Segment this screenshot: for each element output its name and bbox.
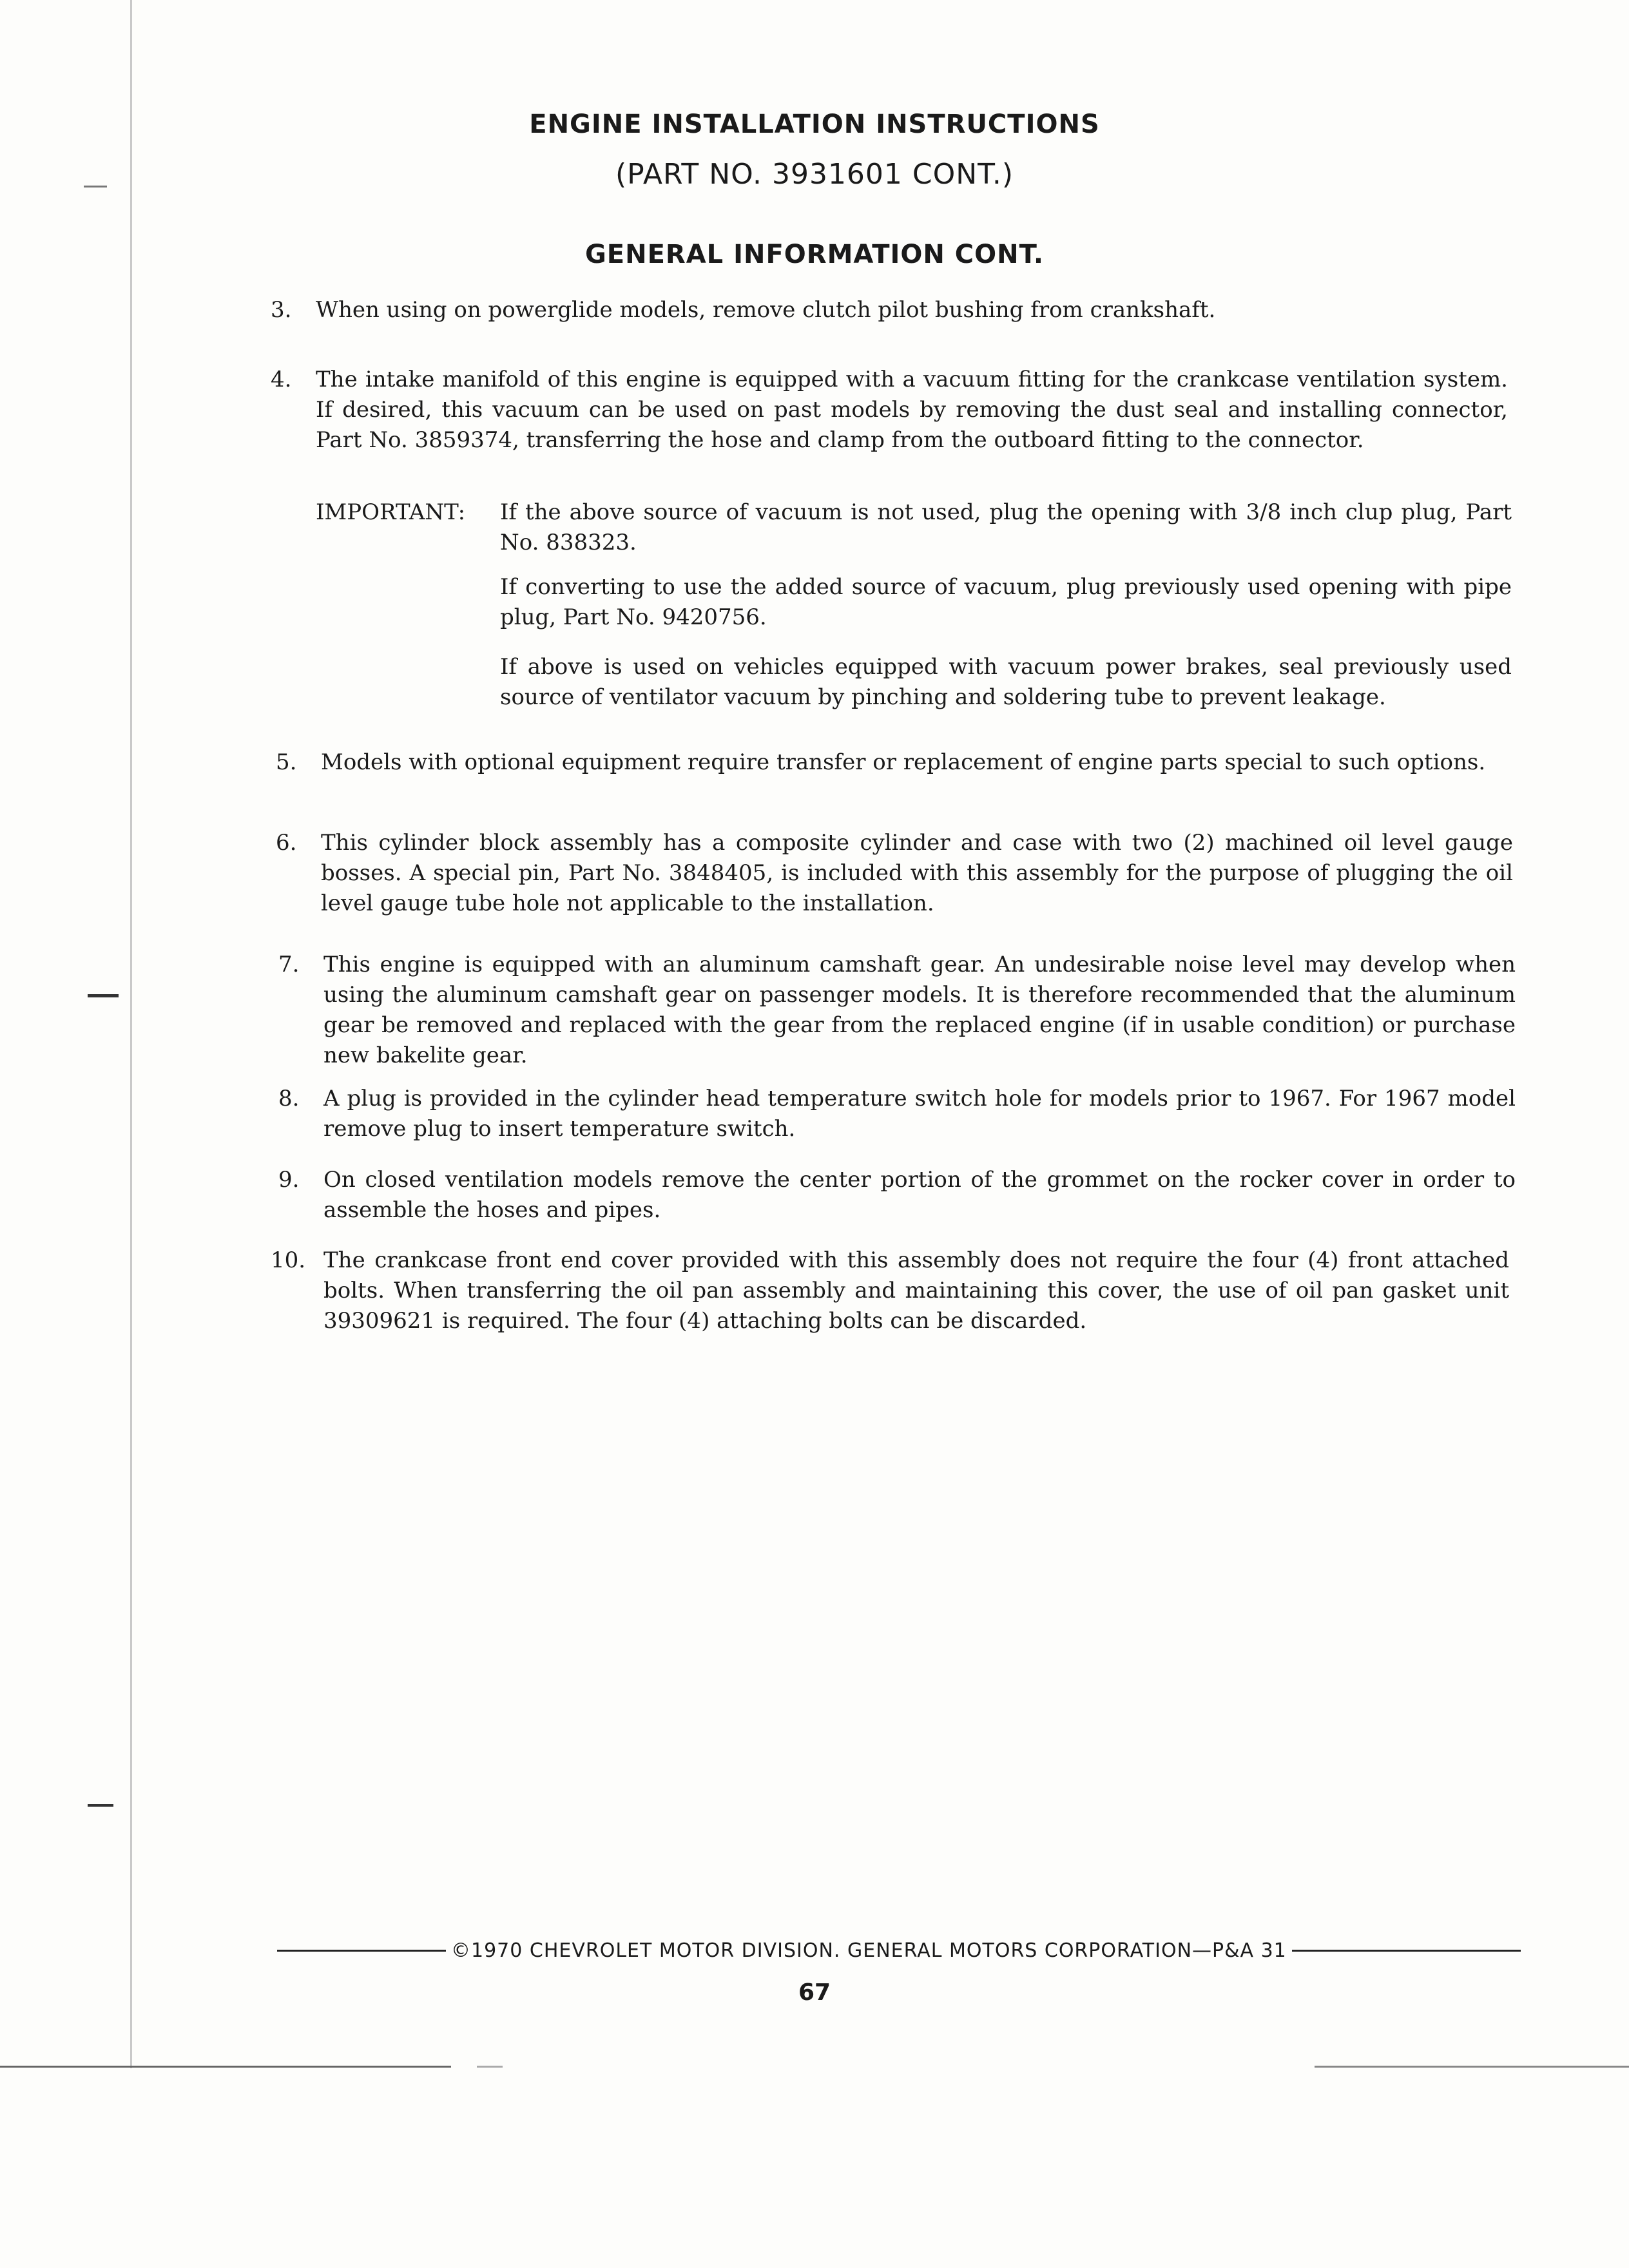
list-item (278, 1084, 1516, 1144)
item-text: The crankcase front end cover provided with this assembly does not require the four (4) front attached bolts. When transferring the oil pan assembly and maintaining this cover, the use of oil pan gasket unit 39309621 is required. The four (4) attaching bolts can be discarded. (323, 1247, 1509, 1334)
important-label: IMPORTANT: (316, 499, 466, 525)
item-number: 3. (271, 297, 292, 323)
item-number: 4. (271, 367, 292, 392)
margin-mark (88, 1804, 113, 1807)
important-note: If converting to use the added source of vacuum, plug previously used opening with pipe plug, Part No. 9420756. (500, 574, 1512, 630)
item-number: 10. (271, 1247, 306, 1273)
list-item (278, 1165, 1516, 1225)
footer (277, 1939, 1521, 1962)
copyright-text: ©1970 CHEVROLET MOTOR DIVISION. GENERAL MOTORS CORPORATION—P&A 31 (451, 1939, 1287, 1962)
important-note: If above is used on vehicles equipped with vacuum power brakes, seal previously used source of ventilator vacuum by pinching and soldering tube to prevent leakage. (500, 654, 1512, 710)
item-number: 8. (278, 1086, 300, 1111)
list-item (271, 365, 1508, 456)
bottom-rule (0, 2066, 1629, 2068)
section-subtitle: GENERAL INFORMATION CONT. (584, 240, 1045, 269)
page-title: ENGINE INSTALLATION INSTRUCTIONS (529, 110, 1100, 139)
footer-rule-left (277, 1950, 446, 1952)
list-item (271, 295, 1527, 325)
item-text: This cylinder block assembly has a composite cylinder and case with two (2) machined oil level gauge bosses. A special pin, Part No. 3848405, is included with this assembly for the purpose of plugging the oil level gauge tube hole not applicable to the installation. (321, 830, 1513, 916)
margin-mark (88, 994, 119, 997)
list-item (278, 950, 1516, 1071)
important-note: If the above source of vacuum is not used, plug the opening with 3/8 inch clup plug, Part No. 838323. (500, 499, 1512, 555)
item-text: This engine is equipped with an aluminum camshaft gear. An undesirable noise level may develop when using the aluminum camshaft gear on passenger models. It is therefore recommended that the aluminum gear be removed and replaced with the gear from the replaced engine (if in usable condition) or purchase new bakelite gear. (323, 952, 1516, 1068)
binding-line (130, 0, 132, 2068)
item-number: 7. (278, 952, 300, 977)
item-number: 9. (278, 1167, 300, 1193)
item-text: The intake manifold of this engine is equipped with a vacuum fitting for the crankcase ventilation system. If desired, this vacuum can be used on past models by removing the dust seal and installing connector, Part No. 3859374, transferring the hose and clamp from the outboard fitting to the connector. (316, 367, 1508, 453)
item-text: Models with optional equipment require transfer or replacement of engine parts special to such options. (321, 749, 1486, 775)
item-number: 6. (276, 830, 297, 856)
item-text: A plug is provided in the cylinder head temperature switch hole for models prior to 1967. For 1967 model remove plug to insert temperature switch. (323, 1086, 1516, 1142)
list-item (276, 828, 1513, 919)
list-item (271, 1245, 1509, 1336)
item-number: 5. (276, 749, 297, 775)
item-text: On closed ventilation models remove the center portion of the grommet on the rocker cover in order to assemble the hoses and pipes. (323, 1167, 1516, 1223)
list-item (276, 747, 1513, 778)
part-number: (PART NO. 3931601 CONT.) (615, 158, 1014, 191)
footer-rule-right (1292, 1950, 1521, 1952)
item-text: When using on powerglide models, remove clutch pilot bushing from crankshaft. (316, 297, 1216, 323)
page-number: 67 (798, 1979, 831, 2006)
